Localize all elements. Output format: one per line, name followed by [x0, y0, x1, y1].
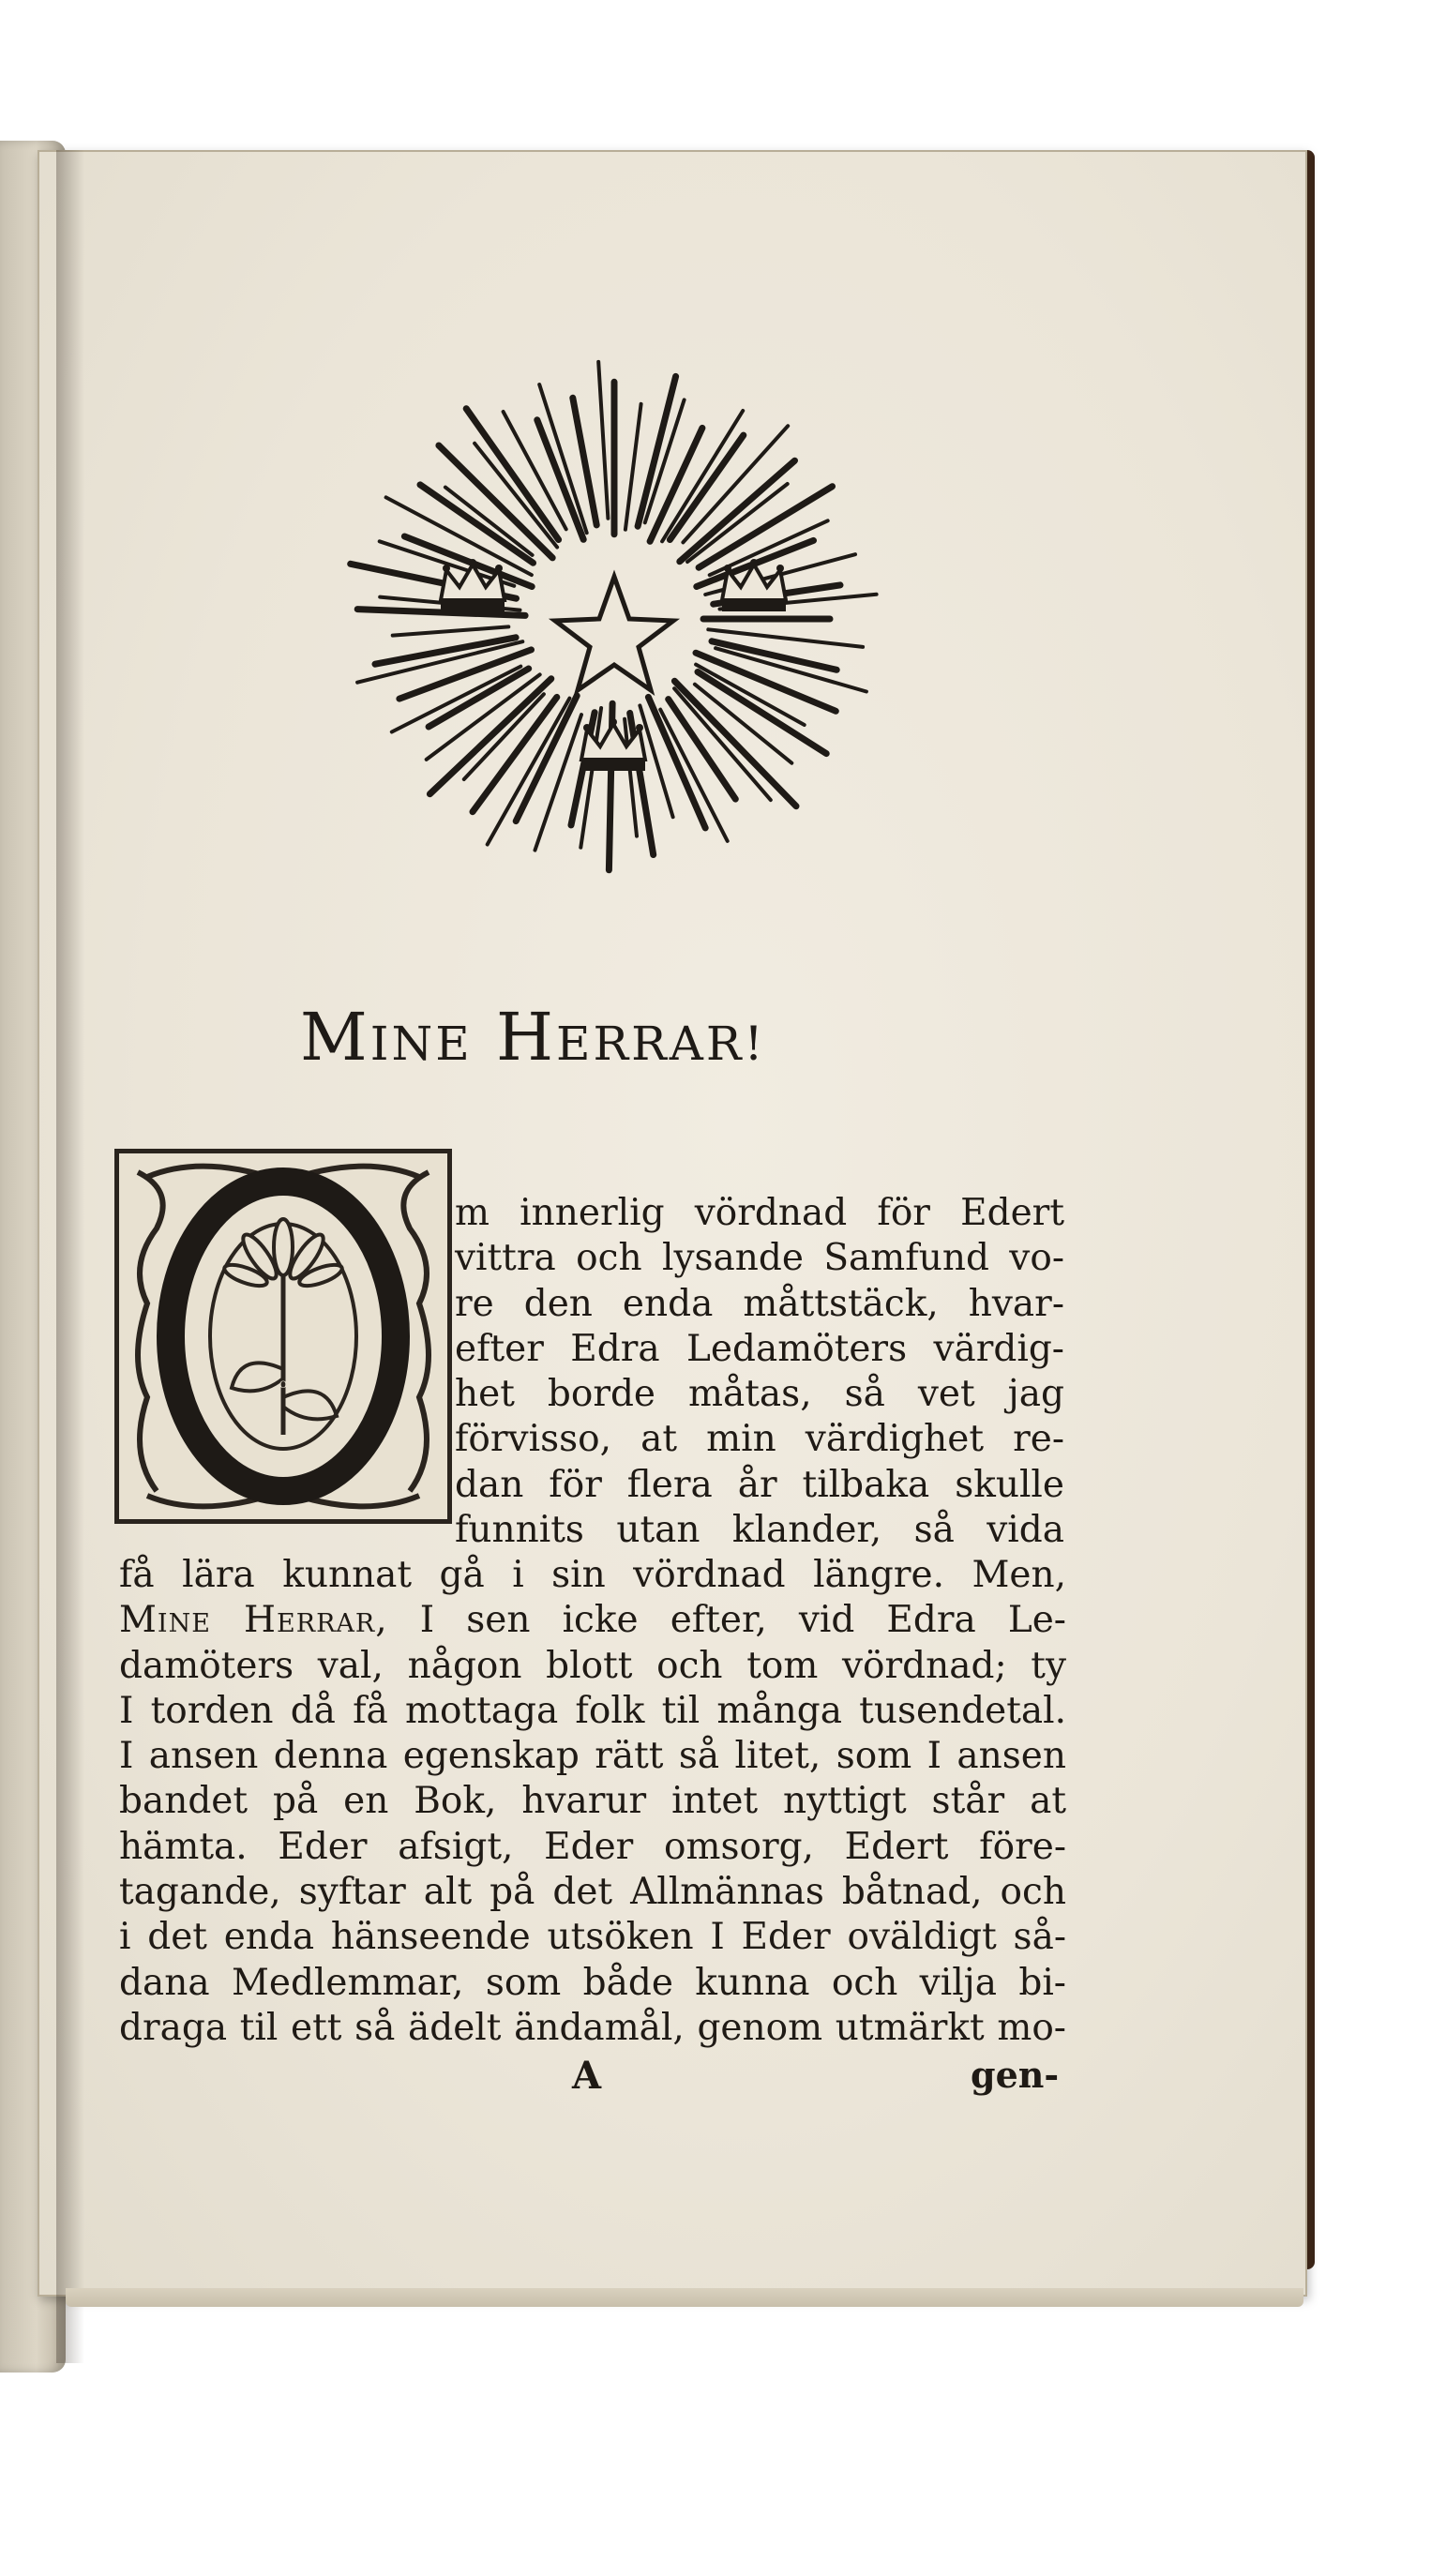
text-line: få lära kunnat gå i sin vördnad längre. Men, [119, 1554, 1066, 1596]
text-line-rest: I sen icke efter, vid Edra Le- [419, 1599, 1066, 1642]
catchword: gen- [971, 2054, 1060, 2096]
page-heading [300, 999, 900, 1076]
heading-rest-1: INE [369, 1017, 473, 1071]
ornament-ray [674, 681, 796, 806]
inline-smallcaps: Mine Herrar, [119, 1599, 388, 1642]
text-line: I torden då få mottaga folk til många tusendetal. [119, 1689, 1066, 1732]
star-icon [555, 577, 673, 690]
page-bottom-edge [66, 2288, 1303, 2307]
text-line: hämta. Eder afsigt, Eder omsorg, Edert före- [119, 1825, 1066, 1868]
text-line: tagande, syftar alt på det Allmännas båtnad, och [119, 1871, 1066, 1914]
heading-initial-1: M [300, 999, 370, 1076]
text-line-with-smallcaps [119, 1598, 1066, 1643]
ornament-ray [698, 672, 826, 754]
ornament-ray [429, 679, 550, 794]
text-line: het borde måtas, så vet jag [455, 1373, 1064, 1416]
text-line: I ansen denna egenskap rätt så litet, som I ansen [119, 1735, 1066, 1778]
text-line: dana Medlemmar, som både kunna och vilja bi- [119, 1961, 1066, 2004]
ornament-ray [598, 362, 608, 519]
text-line: funnits utan klander, så vida [455, 1509, 1064, 1552]
heading-rest-2: ERRAR! [556, 1017, 766, 1071]
text-line: draga til ett så ädelt ändamål, genom utmärkt mo- [119, 2006, 1066, 2049]
floral-ornament-icon [119, 1153, 447, 1519]
text-line: efter Edra Ledamöters värdig- [455, 1327, 1064, 1370]
drop-cap-letter: O [279, 1380, 288, 1391]
text-line: m innerlig vördnad för Edert [455, 1192, 1064, 1234]
ornament-ray [393, 626, 509, 635]
text-line: bandet på en Bok, hvarur intet nyttigt står at [119, 1780, 1066, 1823]
signature-mark: A [572, 2054, 602, 2098]
text-line: förvisso, at min värdighet re- [455, 1418, 1064, 1461]
text-line: damöters val, någon blott och tom vördnad; ty [119, 1644, 1066, 1687]
body-text-wide [119, 1553, 1066, 2051]
text-line: re den enda måttstäck, hvar- [455, 1282, 1064, 1325]
spine-shadow [56, 150, 84, 2363]
starburst-ornament [309, 338, 919, 891]
text-line: vittra och lysande Samfund vo- [455, 1237, 1064, 1280]
crown-icon-left [441, 559, 505, 611]
text-line: i det enda hänseende utsöken I Eder oväldigt så- [119, 1916, 1066, 1959]
decorated-drop-cap [114, 1149, 452, 1524]
ornament-ray [539, 384, 587, 533]
heading-initial-2: H [495, 999, 556, 1076]
text-line: dan för flera år tilbaka skulle [455, 1463, 1064, 1506]
body-text-narrow [455, 1191, 1064, 1553]
